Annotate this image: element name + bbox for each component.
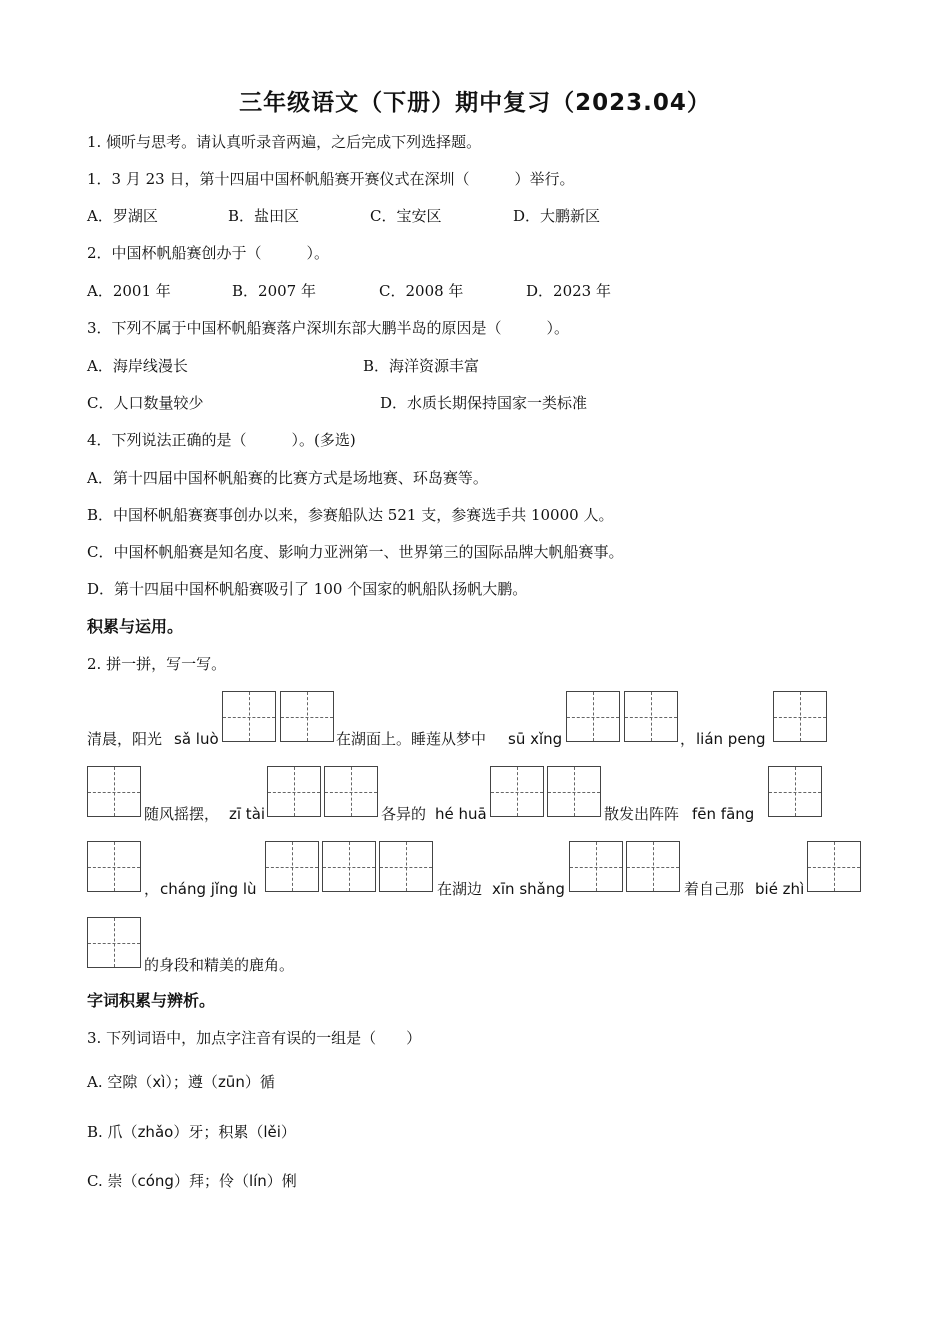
writing-box[interactable] [547,766,601,817]
section-heading-accumulation: 积累与运用。 [87,617,184,636]
pinyin: xì [152,1073,166,1091]
writing-box[interactable] [324,766,378,817]
writing-box[interactable] [322,841,376,892]
listening-intro: 1. 倾听与思考。请认真听录音两遍，之后完成下列选择题。 [87,133,482,151]
writing-box[interactable] [566,691,620,742]
q4-option-a: A．第十四届中国杯帆船赛的比赛方式是场地赛、环岛赛等。 [87,469,488,487]
q4-stem: 4．下列说法正确的是（ ）。(多选) [87,431,356,449]
q1-option-a: A．罗湖区 [87,207,158,225]
writing-box[interactable] [280,691,334,742]
writing-box[interactable] [87,917,141,968]
pinyin: lěi [263,1123,281,1141]
pinyin-prompt: sū xǐng [508,730,563,748]
q3-option-d: D．水质长期保持国家一类标准 [380,394,588,412]
word-option-b [87,1122,296,1142]
pinyin-prompt: sǎ luò [174,730,219,748]
writing-box[interactable] [490,766,544,817]
pinyin: cóng [137,1172,174,1190]
q3-option-c: C．人口数量较少 [87,394,204,412]
writing-box[interactable] [768,766,822,817]
q3-word-stem: 3. 下列词语中，加点字注音有误的一组是（ ） [87,1029,422,1047]
passage-text: 的身段和精美的鹿角。 [144,956,295,974]
option-text: ）俐 [266,1172,297,1190]
option-text: A. 空隙（ [87,1073,153,1091]
option-text: ） [280,1123,296,1141]
writing-box[interactable] [773,691,827,742]
passage-text: 着自己那 [684,880,745,898]
passage-text: 各异的 [381,805,427,823]
passage-text: ， [144,880,160,898]
pinyin-prompt: bié zhì [755,880,805,898]
q3-option-a: A．海岸线漫长 [87,357,188,375]
writing-box[interactable] [265,841,319,892]
q2-option-b: B．2007 年 [232,282,316,300]
word-option-c [87,1171,297,1191]
q1-option-b: B．盐田区 [228,207,300,225]
passage-text: 散发出阵阵 [604,805,680,823]
option-text: ）循 [244,1073,275,1091]
section-heading-word-analysis: 字词积累与辨析。 [87,991,216,1010]
writing-box[interactable] [267,766,321,817]
q2-option-d: D．2023 年 [526,282,611,300]
pinyin-prompt: lián peng [696,730,766,748]
writing-box[interactable] [624,691,678,742]
pinyin-prompt: xīn shǎng [492,880,565,898]
option-text: ）拜；伶（ [173,1172,249,1190]
writing-box[interactable] [87,766,141,817]
writing-box[interactable] [379,841,433,892]
q1-option-d: D．大鹏新区 [513,207,601,225]
q2-option-c: C．2008 年 [379,282,464,300]
pinyin-prompt: cháng jǐng lù [160,880,257,898]
q1-option-c: C．宝安区 [370,207,442,225]
page-title: 三年级语文（下册）期中复习（2023.04） [239,90,711,116]
pinyin-prompt: fēn fāng [692,805,755,823]
writing-box[interactable] [222,691,276,742]
q2-option-a: A．2001 年 [87,282,171,300]
q3-option-b: B．海洋资源丰富 [363,357,480,375]
passage-text: 清晨，阳光 [87,730,163,748]
writing-box[interactable] [807,841,861,892]
option-text: B. 爪（ [87,1123,138,1141]
q4-option-c: C．中国杯帆船赛是知名度、影响力亚洲第一、世界第三的国际品牌大帆船赛事。 [87,543,624,561]
q4-option-b: B．中国杯帆船赛赛事创办以来，参赛船队达 521 支，参赛选手共 10000 人。 [87,506,614,524]
option-text: C. 崇（ [87,1172,138,1190]
q1-stem: 1．3 月 23 日，第十四届中国杯帆船赛开赛仪式在深圳（ ）举行。 [87,170,575,188]
pinyin-prompt: hé huā [435,805,487,823]
pinyin: zhǎo [137,1123,174,1141]
passage-text: 在湖面上。睡莲从梦中 [336,730,487,748]
word-option-a [87,1072,275,1092]
q4-option-d: D．第十四届中国杯帆船赛吸引了 100 个国家的帆船队扬帆大鹏。 [87,580,528,598]
pinyin-prompt: zī tài [229,805,266,823]
writing-box[interactable] [569,841,623,892]
pinyin: lín [248,1172,267,1190]
option-text: ）；遵（ [165,1073,218,1091]
pinyin-writing-intro: 2. 拼一拼，写一写。 [87,655,227,673]
writing-box[interactable] [87,841,141,892]
passage-text: 随风摇摆， [144,805,220,823]
passage-text: ， [680,730,696,748]
q2-stem: 2．中国杯帆船赛创办于（ ）。 [87,244,330,262]
passage-text: 在湖边 [437,880,483,898]
option-text: ）牙；积累（ [173,1123,264,1141]
writing-box[interactable] [626,841,680,892]
pinyin: zūn [217,1073,245,1091]
q3-stem: 3．下列不属于中国杯帆船赛落户深圳东部大鹏半岛的原因是（ ）。 [87,319,570,337]
